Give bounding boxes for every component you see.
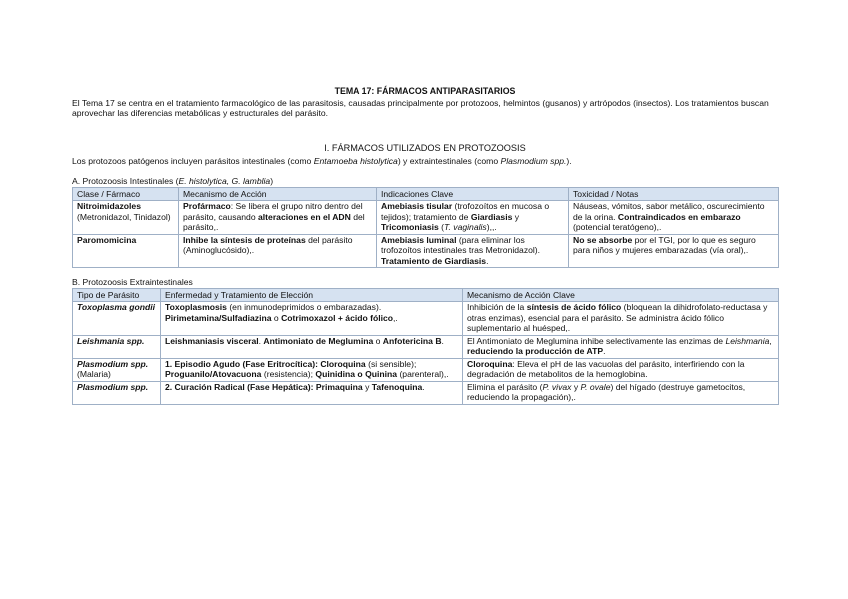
section-title: I. FÁRMACOS UTILIZADOS EN PROTOZOOSIS [324, 142, 526, 153]
cell-text: Elimina el parásito ( [467, 381, 543, 392]
intro-italic: Plasmodium spp. [500, 155, 567, 166]
cell-text: (resistencia); [261, 369, 316, 380]
bold-text: Amebiasis tisular [381, 201, 453, 212]
cell-text: (potencial teratógeno),. [573, 222, 662, 233]
cell-text: (para eliminar los trofozoítos intestinales tras Metronidazol). [381, 234, 541, 256]
cell-text: . [486, 255, 489, 266]
cell-text: ),,. [486, 222, 497, 233]
drug-name: Paromomicina [77, 234, 137, 245]
italic-text: T. vaginalis [444, 222, 487, 233]
table-row [73, 381, 779, 404]
document-intro: El Tema 17 se centra en el tratamiento farmacológico de las parasitosis, causadas principalmente por protozoos, helmintos (gusanos) y artrópodos (insectos). Los tratamientos buscan aprovechar las diferencias metabólicas y estructurales del parásito. [72, 97, 769, 119]
cell-text: : Eleva el pH de las vacuolas del parásito, interfiriendo con la degradación de metabolitos de la hemoglobina. [467, 358, 745, 380]
cell-text: ( [438, 222, 445, 233]
table-intestinal [72, 187, 779, 268]
bold-text: Proguanilo/Atovacuona [165, 369, 262, 380]
parasite-name: Plasmodium spp. [77, 381, 149, 392]
cell-text: (en inmunodeprimidos o embarazadas). [226, 302, 382, 313]
bold-text: Anfotericina B [382, 335, 442, 346]
bold-text: Toxoplasmosis [165, 302, 227, 313]
cell-text: y [512, 211, 520, 222]
column-header: Indicaciones Clave [377, 187, 569, 200]
cell-text: ) del hígado (destruye gametocitos, reduciendo la propagación),. [467, 381, 746, 403]
cell-text: o [271, 312, 282, 323]
bold-text: Inhibe la síntesis de proteínas [183, 234, 306, 245]
cell-text: . [258, 335, 264, 346]
cell-text: Inhibición de la [467, 302, 527, 313]
table-cell [569, 201, 779, 234]
table-row [73, 234, 779, 267]
table-a-title [72, 176, 778, 186]
table-row [73, 201, 779, 234]
cell-text: ,. [393, 312, 398, 323]
bold-text: Cloroquina [467, 358, 513, 369]
document-content [72, 86, 778, 405]
column-header: Toxicidad / Notas [569, 187, 779, 200]
intro-text: ). [566, 155, 572, 166]
column-header: Mecanismo de Acción Clave [463, 288, 779, 301]
cell-text: (trofozoítos en mucosa o tejidos); tratamiento de [381, 201, 550, 222]
drug-sub: (Metronidazol, Tinidazol) [77, 211, 171, 222]
cell-text: El Antimoniato de Meglumina inhibe selectivamente las enzimas de [467, 335, 726, 346]
table-row [73, 302, 779, 335]
cell-text: (parenteral),. [397, 369, 449, 380]
bold-text: Pirimetamina/Sulfadiazina [165, 312, 272, 323]
drug-name: Nitroimidazoles [77, 201, 141, 212]
bold-text: No se absorbe [573, 234, 633, 245]
table-row [73, 358, 779, 381]
table-cell [161, 302, 463, 335]
table-b-title: B. Protozoosis Extraintestinales [72, 277, 193, 288]
table-cell [73, 234, 179, 267]
cell-text: . [422, 381, 425, 392]
table-cell [73, 302, 161, 335]
table-cell [73, 381, 161, 404]
intro-text: ) y extraintestinales (como [397, 155, 501, 166]
table-row [73, 335, 779, 358]
bold-text: 1. Episodio Agudo (Fase Eritrocítica): Cloroquina [165, 358, 366, 369]
table-cell [179, 234, 377, 267]
table-cell [377, 201, 569, 234]
cell-text: o [373, 335, 383, 346]
column-header: Tipo de Parásito [73, 288, 161, 301]
table-cell [463, 381, 779, 404]
table-cell [73, 201, 179, 234]
table-cell [73, 358, 161, 381]
title-italic: E. histolytica, G. lamblia [178, 176, 271, 187]
bold-text: Profármaco [183, 201, 231, 212]
cell-text: (bloquean la dihidrofolato-reductasa y otras enzimas), esencial para el parásito. Se administra ácido fólico suplementario al huésped,. [467, 302, 768, 334]
bold-text: Antimoniato de Meglumina [263, 335, 374, 346]
bold-text: Tricomoniasis [381, 222, 439, 233]
cell-text: . [441, 335, 444, 346]
bold-text: síntesis de ácido fólico [526, 302, 622, 313]
italic-text: P. vivax [542, 381, 572, 392]
bold-text: alteraciones en el ADN [258, 211, 351, 222]
italic-text: P. ovale [580, 381, 611, 392]
intro-italic: Entamoeba histolytica [313, 155, 398, 166]
table-cell [161, 381, 463, 404]
column-header: Clase / Fármaco [73, 187, 179, 200]
table-cell [377, 234, 569, 267]
bold-text: Amebiasis luminal [381, 234, 457, 245]
cell-text: (si sensible); [365, 358, 417, 369]
cell-text: Náuseas, vómitos, sabor metálico, oscurecimiento de la orina. [573, 201, 765, 222]
table-cell [569, 234, 779, 267]
bold-text: Cotrimoxazol + ácido fólico [281, 312, 394, 323]
column-header: Enfermedad y Tratamiento de Elección [161, 288, 463, 301]
cell-text: . [603, 346, 606, 357]
parasite-name: Leishmania spp. [77, 335, 145, 346]
bold-text: Leishmaniasis visceral [165, 335, 259, 346]
section-intro [72, 156, 778, 166]
bold-text: 2. Curación Radical (Fase Hepática): Primaquina [165, 381, 363, 392]
table-cell [179, 201, 377, 234]
title-text: ) [270, 176, 274, 187]
bold-text: Tafenoquina [371, 381, 423, 392]
table-cell [161, 335, 463, 358]
bold-text: reduciendo la producción de ATP [467, 346, 604, 357]
table-cell [161, 358, 463, 381]
cell-text: y [362, 381, 372, 392]
document-title: TEMA 17: FÁRMACOS ANTIPARASITARIOS [334, 86, 516, 96]
bold-text: Contraindicados en embarazo [617, 211, 741, 222]
table-cell [463, 302, 779, 335]
parasite-name: Plasmodium spp. [77, 358, 149, 369]
table-cell [463, 335, 779, 358]
cell-text: del parásito (Aminoglucósido),. [183, 234, 353, 256]
table-header-row [73, 288, 779, 301]
bold-text: Quinidina o Quinina [315, 369, 398, 380]
intro-text: Los protozoos patógenos incluyen parásitos intestinales (como [72, 155, 314, 166]
parasite-sub: (Malaria) [77, 369, 111, 380]
bold-text: Giardiasis [470, 211, 513, 222]
parasite-name: Toxoplasma gondii [77, 302, 155, 313]
title-text: A. Protozoosis Intestinales ( [72, 176, 179, 187]
column-header: Mecanismo de Acción [179, 187, 377, 200]
table-cell [73, 335, 161, 358]
bold-text: Tratamiento de Giardiasis [381, 255, 487, 266]
cell-text: : Se libera el grupo nitro dentro del parásito, causando [183, 201, 363, 222]
table-cell [463, 358, 779, 381]
table-header-row [73, 187, 779, 200]
cell-text: , [769, 335, 772, 346]
cell-text: y [571, 381, 581, 392]
cell-text: del parásito,. [183, 211, 365, 233]
cell-text: por el TGI, por lo que es seguro para niños y mujeres embarazadas (vía oral),. [573, 234, 756, 256]
italic-text: Leishmania [725, 335, 770, 346]
table-extraintestinal [72, 288, 779, 405]
